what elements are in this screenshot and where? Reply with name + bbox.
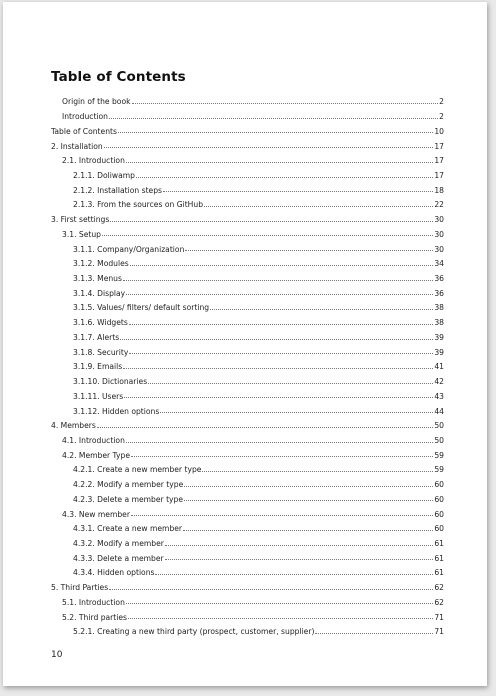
toc-entry-label: 2.1.1. Doliwamp: [73, 171, 135, 180]
dot-leader: [163, 191, 433, 192]
toc-entry[interactable]: [73, 624, 444, 636]
toc-entry[interactable]: [73, 359, 444, 371]
dot-leader: [315, 633, 433, 634]
toc-entry[interactable]: [51, 138, 444, 150]
toc-entry-label: 4.2.2. Modify a member type: [73, 480, 184, 490]
dot-leader: [104, 147, 434, 148]
toc-entry-label: 4.2. Member Type: [62, 450, 130, 460]
toc-entry[interactable]: [73, 403, 444, 415]
dot-leader: [204, 206, 433, 207]
toc-entry[interactable]: [73, 344, 444, 356]
toc-entry-label: 5.2. Third parties: [62, 612, 127, 622]
dot-leader: [131, 515, 433, 516]
dot-leader: [126, 603, 433, 604]
toc-entry[interactable]: [73, 300, 444, 312]
toc-entry-label: 2. Installation: [51, 141, 103, 151]
toc-entry-page-number: 10: [434, 126, 444, 136]
toc-entry-page-number: 71: [434, 612, 444, 622]
toc-entry-page-number: 43: [434, 391, 444, 401]
toc-entry-label: 4.1. Introduction: [62, 435, 125, 445]
toc-entry-label: 3.1. Setup: [62, 229, 102, 239]
toc-entry-page-number: 18: [434, 185, 444, 195]
toc-entry-page-number: 38: [434, 318, 444, 328]
document-page: [3, 2, 487, 686]
toc-entry-label: 4.3. New member: [62, 509, 130, 519]
toc-entry[interactable]: [73, 536, 444, 548]
page-number: 10: [51, 650, 63, 660]
toc-entry-label: 3.1.11. Users: [73, 391, 124, 401]
toc-entry-label: 3.1.4. Display: [73, 288, 126, 298]
toc-entry[interactable]: [73, 168, 444, 180]
dot-leader: [129, 353, 433, 354]
toc-entry[interactable]: [62, 447, 444, 459]
toc-entry-page-number: 36: [434, 274, 444, 284]
toc-entry-page-number: 61: [434, 568, 444, 578]
toc-entry[interactable]: [73, 256, 444, 268]
toc-entry[interactable]: [73, 315, 444, 327]
toc-entry-label: Table of Contents: [51, 126, 117, 136]
dot-leader: [130, 265, 434, 266]
dot-leader: [132, 103, 439, 104]
toc-entry-page-number: 71: [434, 627, 444, 637]
toc-entry-label: Origin of the book: [62, 97, 131, 107]
dot-leader: [155, 574, 433, 575]
toc-entry[interactable]: [51, 123, 444, 135]
toc-entry-label: 3.1.2. Modules: [73, 259, 129, 269]
dot-leader: [131, 456, 433, 457]
toc-entry-page-number: 59: [434, 450, 444, 460]
toc-entry-page-number: 36: [434, 288, 444, 298]
toc-entry-label: 2.1.3. From the sources on GitHub: [73, 200, 204, 210]
toc-entry-page-number: 60: [434, 524, 444, 534]
toc-entry-label: 4. Members: [51, 421, 96, 431]
toc-entry[interactable]: [73, 565, 444, 577]
toc-entry-label: 3.1.1. Company/Organization: [73, 244, 185, 254]
toc-entry[interactable]: [62, 506, 444, 518]
dot-leader: [148, 383, 433, 384]
toc-entry[interactable]: [73, 182, 444, 194]
toc-entry-page-number: 17: [434, 171, 444, 180]
dot-leader: [118, 132, 433, 133]
dot-leader: [165, 559, 434, 560]
dot-leader: [184, 500, 433, 501]
toc-entry[interactable]: [73, 491, 444, 503]
toc-entry-page-number: 2: [439, 97, 444, 107]
dot-leader: [126, 442, 433, 443]
toc-entry-label: 4.2.3. Delete a member type: [73, 494, 184, 504]
dot-leader: [160, 412, 433, 413]
toc-entry-page-number: 39: [434, 332, 444, 342]
toc-entry[interactable]: [62, 226, 444, 238]
toc-entry-label: 4.3.1. Create a new member: [73, 524, 183, 534]
toc-entry[interactable]: [73, 271, 444, 283]
dot-leader: [124, 397, 433, 398]
toc-entry[interactable]: [73, 477, 444, 489]
toc-entry-label: 3.1.10. Dictionaries: [73, 377, 148, 387]
dot-leader: [123, 280, 433, 281]
dot-leader: [126, 162, 433, 163]
toc-entry-page-number: 30: [434, 215, 444, 225]
toc-entry-label: 3.1.12. Hidden options: [73, 406, 160, 416]
toc-entry[interactable]: [51, 212, 444, 224]
toc-entry-page-number: 2: [439, 112, 444, 122]
toc-entry-page-number: 60: [434, 509, 444, 519]
toc-entry-label: 3.1.7. Alerts: [73, 332, 120, 342]
toc-entry-label: 4.3.3. Delete a member: [73, 553, 164, 563]
toc-entry-label: 3.1.8. Security: [73, 347, 129, 357]
toc-entry[interactable]: [73, 550, 444, 562]
toc-entry-page-number: 61: [434, 553, 444, 563]
toc-entry[interactable]: [73, 388, 444, 400]
toc-entry[interactable]: [62, 94, 444, 106]
dot-leader: [97, 427, 433, 428]
dot-leader: [183, 530, 433, 531]
dot-leader: [128, 618, 433, 619]
toc-entry-page-number: 38: [434, 303, 444, 313]
toc-entry[interactable]: [73, 462, 444, 474]
dot-leader: [102, 235, 433, 236]
dot-leader: [185, 250, 433, 251]
toc-entry-label: 4.3.4. Hidden options: [73, 568, 155, 578]
dot-leader: [110, 221, 433, 222]
toc-entry[interactable]: [62, 109, 444, 121]
toc-entry-page-number: 61: [434, 539, 444, 548]
toc-entry-page-number: 42: [434, 377, 444, 387]
dot-leader: [109, 118, 438, 119]
dot-leader: [136, 177, 433, 178]
toc-entry-label: 4.2.1. Create a new member type: [73, 465, 202, 475]
toc-entry-page-number: 34: [434, 259, 444, 269]
dot-leader: [202, 471, 433, 472]
toc-entry[interactable]: [73, 285, 444, 297]
toc-entry[interactable]: [51, 418, 444, 430]
dot-leader: [109, 589, 433, 590]
toc-entry-label: 3.1.6. Widgets: [73, 318, 128, 328]
toc-entry[interactable]: [62, 594, 444, 606]
toc-entry-label: 3.1.3. Menus: [73, 274, 122, 284]
toc-entry-page-number: 41: [434, 362, 444, 372]
toc-entry-page-number: 44: [434, 406, 444, 416]
toc-entry-page-number: 60: [434, 480, 444, 490]
toc-entry-page-number: 62: [434, 583, 444, 593]
toc-entry-page-number: 17: [434, 156, 444, 166]
toc-entry[interactable]: [62, 609, 444, 621]
page-title: Table of Contents: [51, 69, 186, 85]
toc-entry[interactable]: [51, 580, 444, 592]
toc-entry-page-number: 39: [434, 347, 444, 357]
dot-leader: [210, 309, 433, 310]
dot-leader: [129, 324, 433, 325]
dot-leader: [123, 368, 433, 369]
toc-entry-page-number: 62: [434, 597, 444, 607]
toc-entry[interactable]: [73, 330, 444, 342]
toc-entry-label: 2.1.2. Installation steps: [73, 185, 163, 195]
dot-leader: [165, 545, 433, 546]
dot-leader: [184, 486, 433, 487]
toc-entry[interactable]: [62, 153, 444, 165]
toc-entry[interactable]: [73, 197, 444, 209]
toc-entry-page-number: 60: [434, 494, 444, 504]
toc-entry-page-number: 30: [434, 229, 444, 239]
toc-entry[interactable]: [73, 521, 444, 533]
toc-entry-label: 4.3.2. Modify a member: [73, 539, 164, 548]
toc-entry[interactable]: [73, 374, 444, 386]
toc-entry-page-number: 50: [434, 421, 444, 431]
toc-entry-label: 3.1.5. Values/ filters/ default sorting: [73, 303, 210, 313]
dot-leader: [120, 339, 433, 340]
toc-entry-label: 2.1. Introduction: [62, 156, 125, 166]
toc-entry-label: 5. Third Parties: [51, 583, 109, 593]
toc-entry-label: 5.2.1. Creating a new third party (prospect, customer, supplier): [73, 627, 315, 637]
toc-entry-label: 3.1.9. Emails: [73, 362, 123, 372]
toc-entry-page-number: 59: [434, 465, 444, 475]
toc-entry-page-number: 22: [434, 200, 444, 210]
dot-leader: [126, 294, 433, 295]
toc-entry[interactable]: [62, 433, 444, 445]
toc-entry[interactable]: [73, 241, 444, 253]
toc-entry-label: 3. First settings: [51, 215, 110, 225]
toc-entry-page-number: 30: [434, 244, 444, 254]
toc-entry-label: Introduction: [62, 112, 108, 122]
toc-entry-page-number: 17: [434, 141, 444, 151]
toc-entry-page-number: 50: [434, 435, 444, 445]
toc-entry-label: 5.1. Introduction: [62, 597, 125, 607]
